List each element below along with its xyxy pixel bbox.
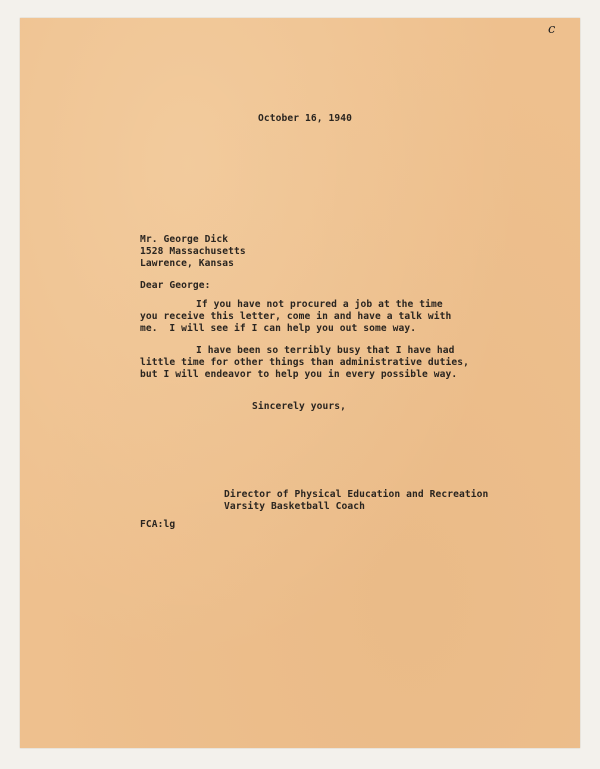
recipient-city: Lawrence, Kansas	[140, 258, 235, 269]
letter-date: October 16, 1940	[258, 113, 353, 124]
recipient-street: 1528 Massachusetts	[140, 246, 246, 257]
paragraph-2-line: little time for other things than administrative duties,	[140, 357, 470, 368]
body-paragraph-2	[140, 345, 469, 381]
recipient-name: Mr. George Dick	[140, 234, 229, 245]
signature-block	[224, 489, 488, 513]
body-paragraph-1	[140, 299, 451, 335]
signature-title-1: Director of Physical Education and Recreation	[224, 489, 489, 500]
letter-paper	[20, 18, 580, 748]
paragraph-1-line: If you have not procured a job at the time	[196, 299, 443, 310]
signature-title-2: Varsity Basketball Coach	[224, 501, 366, 512]
paragraph-2-line: I have been so terribly busy that I have had	[196, 345, 455, 356]
recipient-address	[140, 234, 246, 270]
corner-annotation: c	[548, 22, 556, 37]
paragraph-2-line: but I will endeavor to help you in every possible way.	[140, 369, 458, 380]
paragraph-1-line: me. I will see if I can help you out some way.	[140, 323, 417, 334]
paragraph-1-line: you receive this letter, come in and have a talk with	[140, 311, 452, 322]
reference-initials: FCA:lg	[140, 519, 176, 530]
salutation: Dear George:	[140, 280, 211, 291]
closing: Sincerely yours,	[252, 401, 347, 412]
